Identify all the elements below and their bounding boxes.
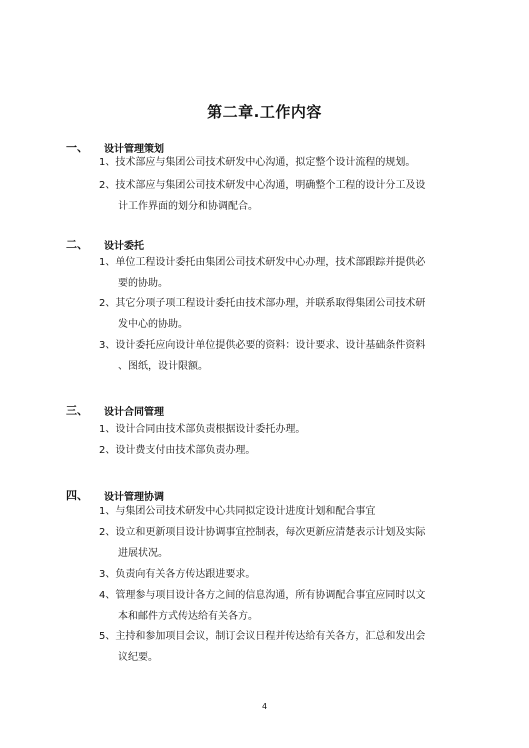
item-continuation: 计工作界面的划分和协调配合。	[118, 201, 258, 212]
item-text: 3、负责向有关各方传达跟进要求。	[99, 569, 256, 580]
item-text: 4、管理参与项目设计各方之间的信息沟通，所有协调配合事宜应同时以文	[99, 590, 426, 601]
item-text: 2、技术部应与集团公司技术研发中心沟通，明确整个工程的设计分工及设	[99, 180, 426, 191]
section-title: 设计合同管理	[104, 407, 164, 418]
item-continuation: 要的协助。	[118, 278, 168, 289]
page-number: 4	[261, 702, 268, 711]
list-item	[99, 293, 459, 335]
item-text: 1、与集团公司技术研发中心共同拟定设计进度计划和配合事宜	[99, 506, 376, 517]
section-title: 设计管理协调	[104, 492, 164, 503]
item-text: 2、设计费支付由技术部负责办理。	[99, 445, 256, 456]
section-title: 设计管理策划	[104, 144, 164, 155]
item-text: 2、设立和更新项目设计协调事宜控制表，每次更新应清楚表示计划及实际	[99, 527, 426, 538]
item-text: 3、设计委托应向设计单位提供必要的资料：设计要求、设计基础条件资料	[99, 340, 426, 351]
section-number: 二、	[66, 238, 88, 251]
section-number: 三、	[66, 404, 88, 417]
list-item	[99, 252, 459, 294]
list-item	[99, 175, 459, 217]
list-item	[99, 335, 459, 377]
item-continuation: 本和邮件方式传达给有关各方。	[118, 611, 258, 622]
list-item	[99, 626, 459, 668]
item-continuation: 进展状况。	[118, 548, 168, 559]
item-text: 1、单位工程设计委托由集团公司技术研发中心办理，技术部跟踪并提供必	[99, 257, 426, 268]
section-title: 设计委托	[104, 241, 144, 252]
list-item	[99, 522, 459, 564]
list-item	[99, 501, 459, 522]
list-item	[99, 585, 459, 627]
list-item	[99, 152, 459, 173]
list-item	[99, 564, 459, 585]
page-title: 第二章.工作内容	[207, 103, 322, 121]
list-item	[99, 419, 459, 440]
item-continuation: 发中心的协助。	[118, 319, 188, 330]
item-continuation: 议纪要。	[118, 652, 158, 663]
item-text: 1、技术部应与集团公司技术研发中心沟通，拟定整个设计流程的规划。	[99, 157, 416, 168]
section-number: 四、	[66, 489, 88, 502]
item-continuation: 、图纸，设计限额。	[118, 361, 208, 372]
list-item	[99, 440, 459, 461]
item-text: 2、其它分项子项工程设计委托由技术部办理，并联系取得集团公司技术研	[99, 298, 426, 309]
item-text: 1、设计合同由技术部负责根据设计委托办理。	[99, 424, 306, 435]
item-text: 5、主持和参加项目会议，制订会议日程并传达给有关各方，汇总和发出会	[99, 631, 426, 642]
section-number: 一、	[66, 141, 88, 154]
